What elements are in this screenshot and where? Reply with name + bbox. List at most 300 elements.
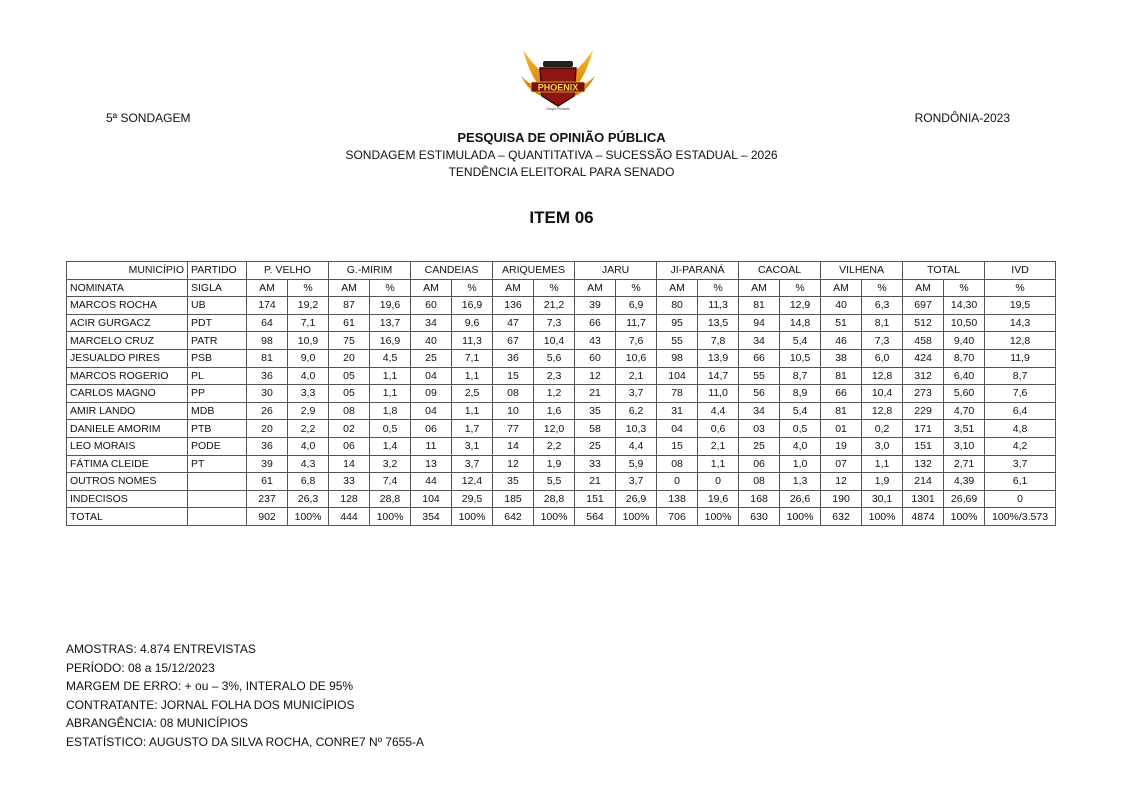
subheader-cell: % — [862, 279, 903, 297]
table-row — [67, 490, 1056, 508]
table-cell: 8,9 — [780, 385, 821, 403]
table-cell: 3,7 — [452, 455, 493, 473]
table-cell: 4,3 — [288, 455, 329, 473]
table-cell: 2,2 — [534, 437, 575, 455]
table-cell: 30 — [247, 385, 288, 403]
table-cell: 2,3 — [534, 367, 575, 385]
table-cell: 4,0 — [780, 437, 821, 455]
table-cell: 151 — [575, 490, 616, 508]
table-cell: 03 — [739, 420, 780, 438]
table-cell: 67 — [493, 332, 534, 350]
party-acronym: PP — [188, 385, 247, 403]
table-cell: 7,3 — [534, 314, 575, 332]
table-cell: 444 — [329, 508, 370, 526]
table-cell: 55 — [739, 367, 780, 385]
table-cell: 512 — [903, 314, 944, 332]
table-cell: 39 — [247, 455, 288, 473]
table-cell: 47 — [493, 314, 534, 332]
table-cell: 136 — [493, 297, 534, 315]
table-cell: 07 — [821, 455, 862, 473]
table-cell: 13,5 — [698, 314, 739, 332]
candidate-name: DANIELE AMORIM — [67, 420, 188, 438]
table-cell: 20 — [329, 349, 370, 367]
party-acronym — [188, 473, 247, 491]
table-cell: 38 — [821, 349, 862, 367]
header-cell: ARIQUEMES — [493, 262, 575, 280]
party-acronym — [188, 490, 247, 508]
table-cell: 14 — [329, 455, 370, 473]
table-cell: 104 — [657, 367, 698, 385]
table-cell: 39 — [575, 297, 616, 315]
table-cell: 1,8 — [370, 402, 411, 420]
table-cell: 13,7 — [370, 314, 411, 332]
table-cell: 06 — [739, 455, 780, 473]
table-cell: 100% — [616, 508, 657, 526]
table-cell: 12 — [575, 367, 616, 385]
table-cell: 78 — [657, 385, 698, 403]
candidate-name: MARCELO CRUZ — [67, 332, 188, 350]
table-cell: 34 — [739, 402, 780, 420]
region-year: RONDÔNIA-2023 — [914, 111, 1010, 125]
results-table — [66, 261, 1056, 526]
table-cell: 43 — [575, 332, 616, 350]
table-cell: 0,5 — [370, 420, 411, 438]
table-cell: 44 — [411, 473, 452, 491]
table-cell: 0,6 — [698, 420, 739, 438]
table-cell: 08 — [657, 455, 698, 473]
candidate-name: MARCOS ROGERIO — [67, 367, 188, 385]
table-cell: 1301 — [903, 490, 944, 508]
table-row — [67, 455, 1056, 473]
table-cell: 6,4 — [985, 402, 1056, 420]
table-cell: 81 — [821, 367, 862, 385]
subheader-cell: AM — [575, 279, 616, 297]
table-cell: 8,1 — [862, 314, 903, 332]
table-cell: 19,2 — [288, 297, 329, 315]
page-subtitle-2: TENDÊNCIA ELEITORAL PARA SENADO — [448, 165, 675, 179]
table-row — [67, 473, 1056, 491]
table-cell: 4,70 — [944, 402, 985, 420]
table-cell: 28,8 — [370, 490, 411, 508]
table-cell: 3,2 — [370, 455, 411, 473]
table-cell: 128 — [329, 490, 370, 508]
table-cell: 98 — [657, 349, 698, 367]
table-cell: 19,6 — [698, 490, 739, 508]
table-cell: 5,9 — [616, 455, 657, 473]
candidate-name: LEO MORAIS — [67, 437, 188, 455]
table-cell: 11 — [411, 437, 452, 455]
subheader-cell: AM — [493, 279, 534, 297]
header-cell: CANDEIAS — [411, 262, 493, 280]
table-cell: 6,2 — [616, 402, 657, 420]
table-cell: 12,8 — [862, 367, 903, 385]
table-cell: 36 — [493, 349, 534, 367]
table-cell: 21,2 — [534, 297, 575, 315]
table-cell: 1,1 — [370, 385, 411, 403]
party-acronym: PL — [188, 367, 247, 385]
table-cell: 9,40 — [944, 332, 985, 350]
table-cell: 06 — [329, 437, 370, 455]
header-row-municipalities — [67, 262, 1056, 280]
party-acronym: PTB — [188, 420, 247, 438]
table-cell: 5,4 — [780, 332, 821, 350]
table-cell: 04 — [411, 367, 452, 385]
party-acronym: PDT — [188, 314, 247, 332]
table-cell: 60 — [575, 349, 616, 367]
table-cell: 98 — [247, 332, 288, 350]
table-cell: 132 — [903, 455, 944, 473]
table-cell: 33 — [329, 473, 370, 491]
table-row — [67, 402, 1056, 420]
subheader-cell: % — [985, 279, 1056, 297]
party-acronym: MDB — [188, 402, 247, 420]
table-cell: 15 — [493, 367, 534, 385]
table-cell: 25 — [411, 349, 452, 367]
table-cell: 12,8 — [985, 332, 1056, 350]
table-cell: 12,4 — [452, 473, 493, 491]
table-cell: 94 — [739, 314, 780, 332]
header-cell: JI-PARANÁ — [657, 262, 739, 280]
table-cell: 25 — [575, 437, 616, 455]
table-row — [67, 508, 1056, 526]
header-cell: TOTAL — [903, 262, 985, 280]
table-cell: 13 — [411, 455, 452, 473]
table-cell: 14,8 — [780, 314, 821, 332]
table-cell: 7,8 — [698, 332, 739, 350]
table-cell: 14 — [493, 437, 534, 455]
logo-subtext: Grupo Phoenix — [546, 107, 570, 111]
table-cell: 26,9 — [616, 490, 657, 508]
page-title: PESQUISA DE OPINIÃO PÚBLICA — [457, 130, 666, 145]
table-cell: 3,7 — [616, 473, 657, 491]
party-acronym — [188, 508, 247, 526]
party-acronym: PATR — [188, 332, 247, 350]
table-cell: 3,7 — [616, 385, 657, 403]
party-acronym: PODE — [188, 437, 247, 455]
table-cell: 642 — [493, 508, 534, 526]
table-cell: 12,9 — [780, 297, 821, 315]
header-cell: P. VELHO — [247, 262, 329, 280]
table-cell: 1,1 — [452, 402, 493, 420]
table-cell: 08 — [739, 473, 780, 491]
table-cell: 1,3 — [780, 473, 821, 491]
candidate-name: FÁTIMA CLEIDE — [67, 455, 188, 473]
table-cell: 1,2 — [534, 385, 575, 403]
table-cell: 5,5 — [534, 473, 575, 491]
table-cell: 902 — [247, 508, 288, 526]
table-cell: 2,9 — [288, 402, 329, 420]
title-block — [0, 128, 1123, 181]
table-cell: 04 — [411, 402, 452, 420]
table-cell: 40 — [821, 297, 862, 315]
candidate-name: ACIR GURGACZ — [67, 314, 188, 332]
table-cell: 7,3 — [862, 332, 903, 350]
candidate-name: CARLOS MAGNO — [67, 385, 188, 403]
table-cell: 3,1 — [452, 437, 493, 455]
table-cell: 46 — [821, 332, 862, 350]
table-cell: 12,0 — [534, 420, 575, 438]
table-row — [67, 297, 1056, 315]
table-cell: 7,1 — [288, 314, 329, 332]
subheader-cell: AM — [247, 279, 288, 297]
subheader-cell: % — [780, 279, 821, 297]
table-cell: 12,8 — [862, 402, 903, 420]
table-cell: 9,0 — [288, 349, 329, 367]
party-acronym: UB — [188, 297, 247, 315]
table-cell: 6,9 — [616, 297, 657, 315]
candidate-name: AMIR LANDO — [67, 402, 188, 420]
table-cell: 229 — [903, 402, 944, 420]
table-cell: 5,4 — [780, 402, 821, 420]
table-cell: 4,0 — [288, 367, 329, 385]
table-cell: 08 — [493, 385, 534, 403]
survey-period: PERÍODO: 08 a 15/12/2023 — [66, 660, 215, 675]
subheader-cell: % — [944, 279, 985, 297]
table-cell: 28,8 — [534, 490, 575, 508]
table-cell: 08 — [329, 402, 370, 420]
subheader-cell: AM — [411, 279, 452, 297]
table-cell: 6,8 — [288, 473, 329, 491]
margin-of-error: MARGEM DE ERRO: + ou – 3%, INTERALO DE 95% — [66, 679, 354, 693]
table-cell: 564 — [575, 508, 616, 526]
table-cell: 66 — [575, 314, 616, 332]
table-cell: 4,0 — [288, 437, 329, 455]
table-cell: 8,7 — [985, 367, 1056, 385]
table-cell: 1,7 — [452, 420, 493, 438]
table-cell: 60 — [411, 297, 452, 315]
table-cell: 2,1 — [698, 437, 739, 455]
table-cell: 4874 — [903, 508, 944, 526]
table-cell: 10,3 — [616, 420, 657, 438]
table-cell: 80 — [657, 297, 698, 315]
table-cell: 4,8 — [985, 420, 1056, 438]
table-cell: 3,0 — [862, 437, 903, 455]
candidate-name: MARCOS ROCHA — [67, 297, 188, 315]
table-cell: 34 — [411, 314, 452, 332]
table-cell: 0 — [985, 490, 1056, 508]
header-cell: VILHENA — [821, 262, 903, 280]
table-cell: 30,1 — [862, 490, 903, 508]
table-cell: 10,4 — [534, 332, 575, 350]
table-cell: 7,4 — [370, 473, 411, 491]
table-cell: 6,3 — [862, 297, 903, 315]
subheader-cell: AM — [739, 279, 780, 297]
subheader-cell: AM — [329, 279, 370, 297]
table-cell: 21 — [575, 473, 616, 491]
table-cell: 1,4 — [370, 437, 411, 455]
table-cell: 4,4 — [616, 437, 657, 455]
table-cell: 273 — [903, 385, 944, 403]
header-cell: PARTIDO — [188, 262, 247, 280]
table-cell: 77 — [493, 420, 534, 438]
table-cell: 2,71 — [944, 455, 985, 473]
table-cell: 81 — [739, 297, 780, 315]
table-cell: 100% — [780, 508, 821, 526]
table-cell: 10,5 — [780, 349, 821, 367]
subheader-cell: % — [698, 279, 739, 297]
candidate-name: TOTAL — [67, 508, 188, 526]
table-cell: 630 — [739, 508, 780, 526]
table-cell: 19 — [821, 437, 862, 455]
candidate-name: INDECISOS — [67, 490, 188, 508]
table-cell: 1,9 — [534, 455, 575, 473]
table-cell: 237 — [247, 490, 288, 508]
table-cell: 11,0 — [698, 385, 739, 403]
table-cell: 05 — [329, 367, 370, 385]
table-cell: 51 — [821, 314, 862, 332]
table-row — [67, 437, 1056, 455]
table-cell: 58 — [575, 420, 616, 438]
party-acronym: PT — [188, 455, 247, 473]
table-cell: 06 — [411, 420, 452, 438]
table-cell: 11,9 — [985, 349, 1056, 367]
table-cell: 6,0 — [862, 349, 903, 367]
table-cell: 64 — [247, 314, 288, 332]
table-cell: 10,6 — [616, 349, 657, 367]
table-cell: 1,0 — [780, 455, 821, 473]
table-cell: 1,6 — [534, 402, 575, 420]
table-cell: 09 — [411, 385, 452, 403]
table-cell: 16,9 — [452, 297, 493, 315]
table-cell: 168 — [739, 490, 780, 508]
table-cell: 5,6 — [534, 349, 575, 367]
candidate-name: JESUALDO PIRES — [67, 349, 188, 367]
table-cell: 104 — [411, 490, 452, 508]
table-cell: 55 — [657, 332, 698, 350]
statistician: ESTATÍSTICO: AUGUSTO DA SILVA ROCHA, CONRE7 Nº 7655-A — [66, 734, 425, 749]
table-cell: 6,1 — [985, 473, 1056, 491]
table-cell: 11,7 — [616, 314, 657, 332]
party-acronym: PSB — [188, 349, 247, 367]
coverage: ABRANGÊNCIA: 08 MUNICÍPIOS — [66, 716, 249, 730]
table-cell: 14,30 — [944, 297, 985, 315]
table-cell: 7,6 — [616, 332, 657, 350]
logo-text: PHOENIX — [537, 82, 579, 93]
table-cell: 138 — [657, 490, 698, 508]
table-cell: 21 — [575, 385, 616, 403]
table-cell: 190 — [821, 490, 862, 508]
table-cell: 14,3 — [985, 314, 1056, 332]
table-cell: 05 — [329, 385, 370, 403]
table-cell: 706 — [657, 508, 698, 526]
table-cell: 100%/3.573 — [985, 508, 1056, 526]
table-cell: 35 — [575, 402, 616, 420]
table-cell: 4,2 — [985, 437, 1056, 455]
table-cell: 29,5 — [452, 490, 493, 508]
table-cell: 100% — [534, 508, 575, 526]
table-cell: 10 — [493, 402, 534, 420]
table-cell: 1,1 — [370, 367, 411, 385]
table-cell: 12 — [821, 473, 862, 491]
table-cell: 19,5 — [985, 297, 1056, 315]
table-cell: 174 — [247, 297, 288, 315]
subheader-cell: AM — [821, 279, 862, 297]
table-cell: 26,69 — [944, 490, 985, 508]
table-cell: 6,40 — [944, 367, 985, 385]
table-cell: 1,1 — [698, 455, 739, 473]
table-cell: 4,39 — [944, 473, 985, 491]
table-cell: 4,5 — [370, 349, 411, 367]
table-cell: 697 — [903, 297, 944, 315]
subheader-cell: % — [616, 279, 657, 297]
table-cell: 1,9 — [862, 473, 903, 491]
table-cell: 56 — [739, 385, 780, 403]
table-cell: 75 — [329, 332, 370, 350]
table-cell: 8,7 — [780, 367, 821, 385]
table-cell: 7,6 — [985, 385, 1056, 403]
subheader-cell: AM — [657, 279, 698, 297]
subheader-cell: NOMINATA — [67, 279, 188, 297]
table-cell: 2,5 — [452, 385, 493, 403]
subheader-cell: % — [534, 279, 575, 297]
table-cell: 20 — [247, 420, 288, 438]
table-cell: 14,7 — [698, 367, 739, 385]
table-cell: 04 — [657, 420, 698, 438]
table-row — [67, 332, 1056, 350]
table-cell: 100% — [944, 508, 985, 526]
table-cell: 02 — [329, 420, 370, 438]
table-cell: 12 — [493, 455, 534, 473]
table-cell: 11,3 — [452, 332, 493, 350]
table-cell: 0,2 — [862, 420, 903, 438]
table-cell: 01 — [821, 420, 862, 438]
table-cell: 26,3 — [288, 490, 329, 508]
methodology-notes — [66, 640, 424, 751]
table-cell: 15 — [657, 437, 698, 455]
table-cell: 25 — [739, 437, 780, 455]
table-cell: 81 — [247, 349, 288, 367]
header-cell: CACOAL — [739, 262, 821, 280]
table-cell: 35 — [493, 473, 534, 491]
table-cell: 33 — [575, 455, 616, 473]
sample-size: AMOSTRAS: 4.874 ENTREVISTAS — [66, 642, 256, 656]
subheader-cell: SIGLA — [188, 279, 247, 297]
table-cell: 16,9 — [370, 332, 411, 350]
table-cell: 185 — [493, 490, 534, 508]
header-cell: MUNICÍPIO — [67, 262, 188, 280]
table-cell: 0 — [657, 473, 698, 491]
table-cell: 632 — [821, 508, 862, 526]
table-cell: 19,6 — [370, 297, 411, 315]
table-cell: 40 — [411, 332, 452, 350]
table-cell: 8,70 — [944, 349, 985, 367]
table-cell: 3,10 — [944, 437, 985, 455]
table-cell: 100% — [862, 508, 903, 526]
header-row-columns — [67, 279, 1056, 297]
table-cell: 4,4 — [698, 402, 739, 420]
table-cell: 0,5 — [780, 420, 821, 438]
table-cell: 7,1 — [452, 349, 493, 367]
table-cell: 34 — [739, 332, 780, 350]
table-cell: 26 — [247, 402, 288, 420]
table-row — [67, 367, 1056, 385]
table-cell: 66 — [739, 349, 780, 367]
table-cell: 171 — [903, 420, 944, 438]
table-cell: 1,1 — [452, 367, 493, 385]
header-cell: G.-MIRIM — [329, 262, 411, 280]
page-subtitle: SONDAGEM ESTIMULADA – QUANTITATIVA – SUCESSÃO ESTADUAL – 2026 — [345, 148, 778, 162]
subheader-cell: AM — [903, 279, 944, 297]
table-cell: 100% — [452, 508, 493, 526]
table-row — [67, 349, 1056, 367]
table-cell: 214 — [903, 473, 944, 491]
subheader-cell: % — [288, 279, 329, 297]
table-cell: 10,4 — [862, 385, 903, 403]
table-row — [67, 385, 1056, 403]
table-cell: 2,2 — [288, 420, 329, 438]
table-cell: 458 — [903, 332, 944, 350]
table-cell: 0 — [698, 473, 739, 491]
